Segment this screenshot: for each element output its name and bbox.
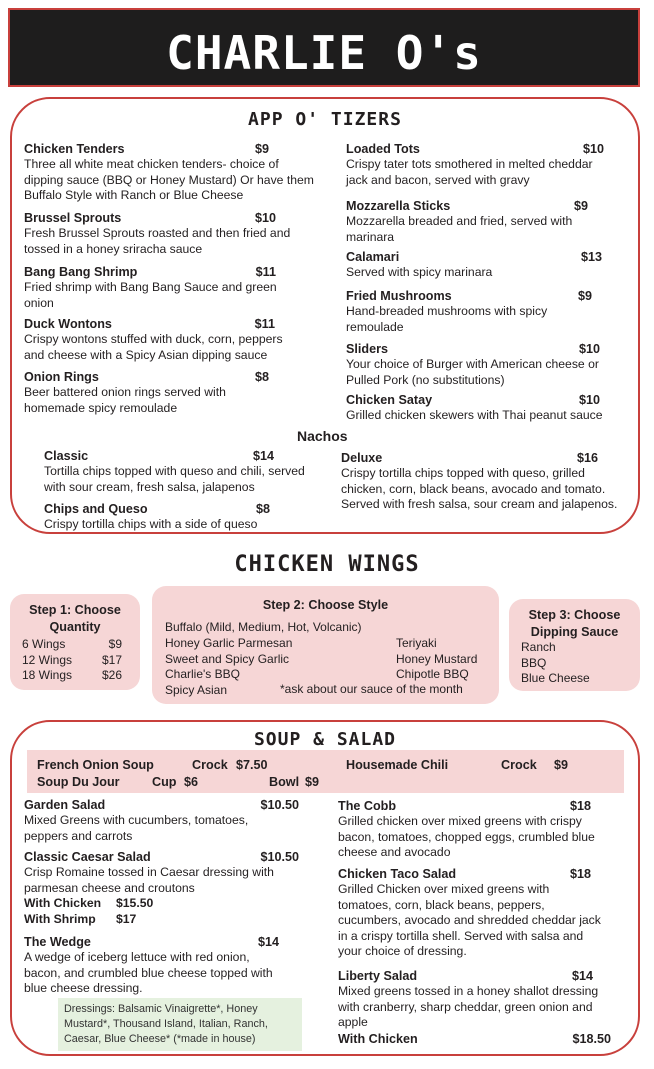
item-price: $8 xyxy=(254,370,269,384)
quantity-row xyxy=(22,653,122,669)
item-name: Calamari xyxy=(346,250,400,264)
bowl-price: $9 xyxy=(305,775,320,789)
menu-item xyxy=(24,210,319,257)
item-desc: Tortilla chips topped with queso and chili, served with sour cream, fresh salsa, jalapenos xyxy=(44,464,305,494)
add-on-price: $18.50 xyxy=(572,1031,611,1046)
item-desc: Served with spicy marinara xyxy=(346,265,493,279)
item-name: Chicken Tenders xyxy=(24,142,125,156)
menu-item xyxy=(44,448,314,495)
item-desc: Fried shrimp with Bang Bang Sauce and green onion xyxy=(24,280,277,310)
menu-item xyxy=(24,934,279,997)
style-buffalo: Buffalo (Mild, Medium, Hot, Volcanic) xyxy=(165,620,362,634)
item-desc: Beer battered onion rings served with homemade spicy remoulade xyxy=(24,385,226,415)
add-on-price: $17 xyxy=(116,911,137,926)
item-desc: Crisp Romaine tossed in Caesar dressing with parmesan cheese and croutons xyxy=(24,865,274,895)
item-desc: Crispy tortilla chips topped with queso, grilled chicken, corn, black beans, avocado and tomato. Served with fresh salsa, sour cream and jalapenos. xyxy=(341,466,618,511)
item-desc: Grilled chicken skewers with Thai peanut sauce xyxy=(346,408,603,422)
style-item: Chipotle BBQ xyxy=(396,667,469,681)
quantity-price: $9 xyxy=(108,637,122,651)
sauce-of-month-note: *ask about our sauce of the month xyxy=(280,682,463,696)
item-price: $11 xyxy=(254,317,275,331)
add-on-label: With Shrimp xyxy=(24,911,96,926)
quantity-price: $26 xyxy=(101,668,122,682)
french-onion-price: $7.50 xyxy=(236,758,268,772)
menu-item xyxy=(346,392,626,424)
item-name: Onion Rings xyxy=(24,370,99,384)
style-item: Honey Mustard xyxy=(396,651,478,666)
item-price: $10 xyxy=(578,342,600,356)
item-desc: Your choice of Burger with American cheese or Pulled Pork (no substitutions) xyxy=(346,357,599,387)
appetizers-title: APP O' TIZERS xyxy=(248,109,402,130)
item-price: $14 xyxy=(252,449,274,463)
style-item: Charlie's BBQ xyxy=(165,667,240,681)
quantity-price: $17 xyxy=(101,652,122,667)
item-name: Classic Caesar Salad xyxy=(24,850,151,864)
item-name: Chicken Satay xyxy=(346,393,433,407)
style-item: Teriyaki xyxy=(396,636,437,650)
menu-item xyxy=(346,198,596,245)
item-name: The Wedge xyxy=(24,935,91,949)
item-desc: Mixed greens tossed in a honey shallot dressing with cranberry, sharp cheddar, green onion and apple xyxy=(338,984,599,1029)
item-name: Classic xyxy=(44,449,89,463)
chili-price: $9 xyxy=(554,758,569,772)
housemade-chili: Housemade Chili xyxy=(346,758,449,772)
item-desc: Crispy wontons stuffed with duck, corn, peppers and cheese with a Spicy Asian dipping sauce xyxy=(24,332,283,362)
dipping-sauce-item: Blue Cheese xyxy=(521,671,590,685)
menu-item xyxy=(44,501,294,533)
add-on-row xyxy=(24,896,299,912)
item-name: Fried Mushrooms xyxy=(346,289,452,303)
item-price: $10 xyxy=(582,142,604,156)
style-item: Sweet and Spicy Garlic xyxy=(165,651,290,666)
dipping-sauce-item: BBQ xyxy=(521,655,547,670)
style-item: Spicy Asian xyxy=(165,682,228,697)
item-price: $18 xyxy=(569,799,591,813)
menu-item xyxy=(24,264,294,311)
restaurant-header xyxy=(8,8,640,87)
item-desc: A wedge of iceberg lettuce with red onion, bacon, and crumbled blue cheese topped with blue cheese dressing. xyxy=(24,950,273,995)
add-on-label: With Chicken xyxy=(338,1031,418,1046)
item-price: $9 xyxy=(573,199,588,213)
menu-item xyxy=(346,141,604,188)
item-price: $13 xyxy=(580,250,602,264)
menu-item xyxy=(341,450,623,513)
item-name: Sliders xyxy=(346,342,388,356)
item-desc: Mixed Greens with cucumbers, tomatoes, peppers and carrots xyxy=(24,813,249,843)
item-name: Deluxe xyxy=(341,451,383,465)
step1-title: Step 1: Choose Quantity xyxy=(29,603,121,634)
chili-size: Crock xyxy=(501,758,537,772)
wings-step3-box xyxy=(509,599,640,691)
item-desc: Mozzarella breaded and fried, served with marinara xyxy=(346,214,573,244)
add-on-row xyxy=(24,912,299,928)
quantity-label: 18 Wings xyxy=(22,668,73,682)
item-price: $10 xyxy=(254,211,276,225)
menu-item xyxy=(24,369,269,416)
item-price: $10.50 xyxy=(260,850,299,864)
item-name: Chips and Queso xyxy=(44,502,148,516)
item-desc: Crispy tortilla chips with a side of queso xyxy=(44,517,258,531)
item-price: $10.50 xyxy=(260,798,299,812)
french-onion-soup: French Onion Soup xyxy=(37,758,154,772)
wings-title: CHICKEN WINGS xyxy=(234,552,420,577)
item-price: $10 xyxy=(578,393,600,407)
quantity-label: 6 Wings xyxy=(22,637,66,651)
soup-banner xyxy=(27,750,624,793)
item-name: Loaded Tots xyxy=(346,142,420,156)
menu-item xyxy=(24,141,319,204)
item-name: Duck Wontons xyxy=(24,317,112,331)
menu-item xyxy=(338,866,603,960)
item-name: Garden Salad xyxy=(24,798,106,812)
item-name: Chicken Taco Salad xyxy=(338,867,457,881)
item-price: $11 xyxy=(255,265,276,279)
menu-item xyxy=(338,968,623,1047)
item-price: $9 xyxy=(577,289,592,303)
menu-item xyxy=(346,249,602,281)
step3-title: Step 3: Choose Dipping Sauce xyxy=(528,608,621,639)
soup-du-jour: Soup Du Jour xyxy=(37,775,120,789)
menu-item xyxy=(338,798,603,861)
menu-item xyxy=(346,288,596,335)
dressings-note: Dressings: Balsamic Vinaigrette*, Honey Mustard*, Thousand Island, Italian, Ranch, Caesar, Blue Cheese* (*made in house) xyxy=(58,998,302,1051)
item-desc: Grilled chicken over mixed greens with crispy bacon, tomatoes, chopped eggs, crumbled blue cheese and avocado xyxy=(338,814,595,859)
item-name: Mozzarella Sticks xyxy=(346,199,451,213)
quantity-row xyxy=(22,668,122,684)
item-name: Brussel Sprouts xyxy=(24,211,122,225)
item-price: $16 xyxy=(576,451,598,465)
add-on-price: $15.50 xyxy=(116,896,154,910)
item-price: $14 xyxy=(571,969,593,983)
cup-price: $6 xyxy=(184,775,199,789)
style-list-left xyxy=(165,636,292,698)
cup-label: Cup xyxy=(152,775,177,789)
wings-step2-box xyxy=(152,586,499,704)
restaurant-name: CHARLIE O's xyxy=(166,26,482,80)
style-item: Honey Garlic Parmesan xyxy=(165,636,293,650)
french-onion-size: Crock xyxy=(192,758,228,772)
item-price: $18 xyxy=(569,867,591,881)
soup-salad-title: SOUP & SALAD xyxy=(253,729,397,750)
menu-item xyxy=(24,797,299,844)
item-desc: Crispy tater tots smothered in melted cheddar jack and bacon, served with gravy xyxy=(346,157,593,187)
item-price: $14 xyxy=(257,935,279,949)
item-price: $8 xyxy=(255,502,270,516)
item-price: $9 xyxy=(254,142,269,156)
item-name: Bang Bang Shrimp xyxy=(24,265,138,279)
step2-title: Step 2: Choose Style xyxy=(262,598,389,612)
quantity-label: 12 Wings xyxy=(22,652,73,667)
menu-item xyxy=(346,341,624,388)
add-on-label: With Chicken xyxy=(24,896,102,910)
item-desc: Fresh Brussel Sprouts roasted and then fried and tossed in a honey sriracha sauce xyxy=(24,226,291,256)
style-list-right xyxy=(396,636,477,683)
quantity-row xyxy=(22,637,122,653)
menu-item xyxy=(24,316,299,363)
item-desc: Grilled Chicken over mixed greens with tomatoes, corn, black beans, peppers, cucumbers, avocado and shredded cheddar jack in a crispy tortilla shell. Served with salsa and your choice of dressing. xyxy=(338,882,601,958)
item-name: The Cobb xyxy=(338,799,397,813)
item-desc: Three all white meat chicken tenders- choice of dipping sauce (BBQ or Honey Mustard) Or have them Buffalo Style with Ranch or Blue Cheese xyxy=(24,157,314,202)
wings-step1-box xyxy=(10,594,140,690)
nachos-title: Nachos xyxy=(297,428,348,444)
dipping-sauce-item: Ranch xyxy=(521,640,556,654)
bowl-label: Bowl xyxy=(269,775,300,789)
item-desc: Hand-breaded mushrooms with spicy remoulade xyxy=(346,304,548,334)
menu-item xyxy=(24,849,299,927)
item-name: Liberty Salad xyxy=(338,969,418,983)
